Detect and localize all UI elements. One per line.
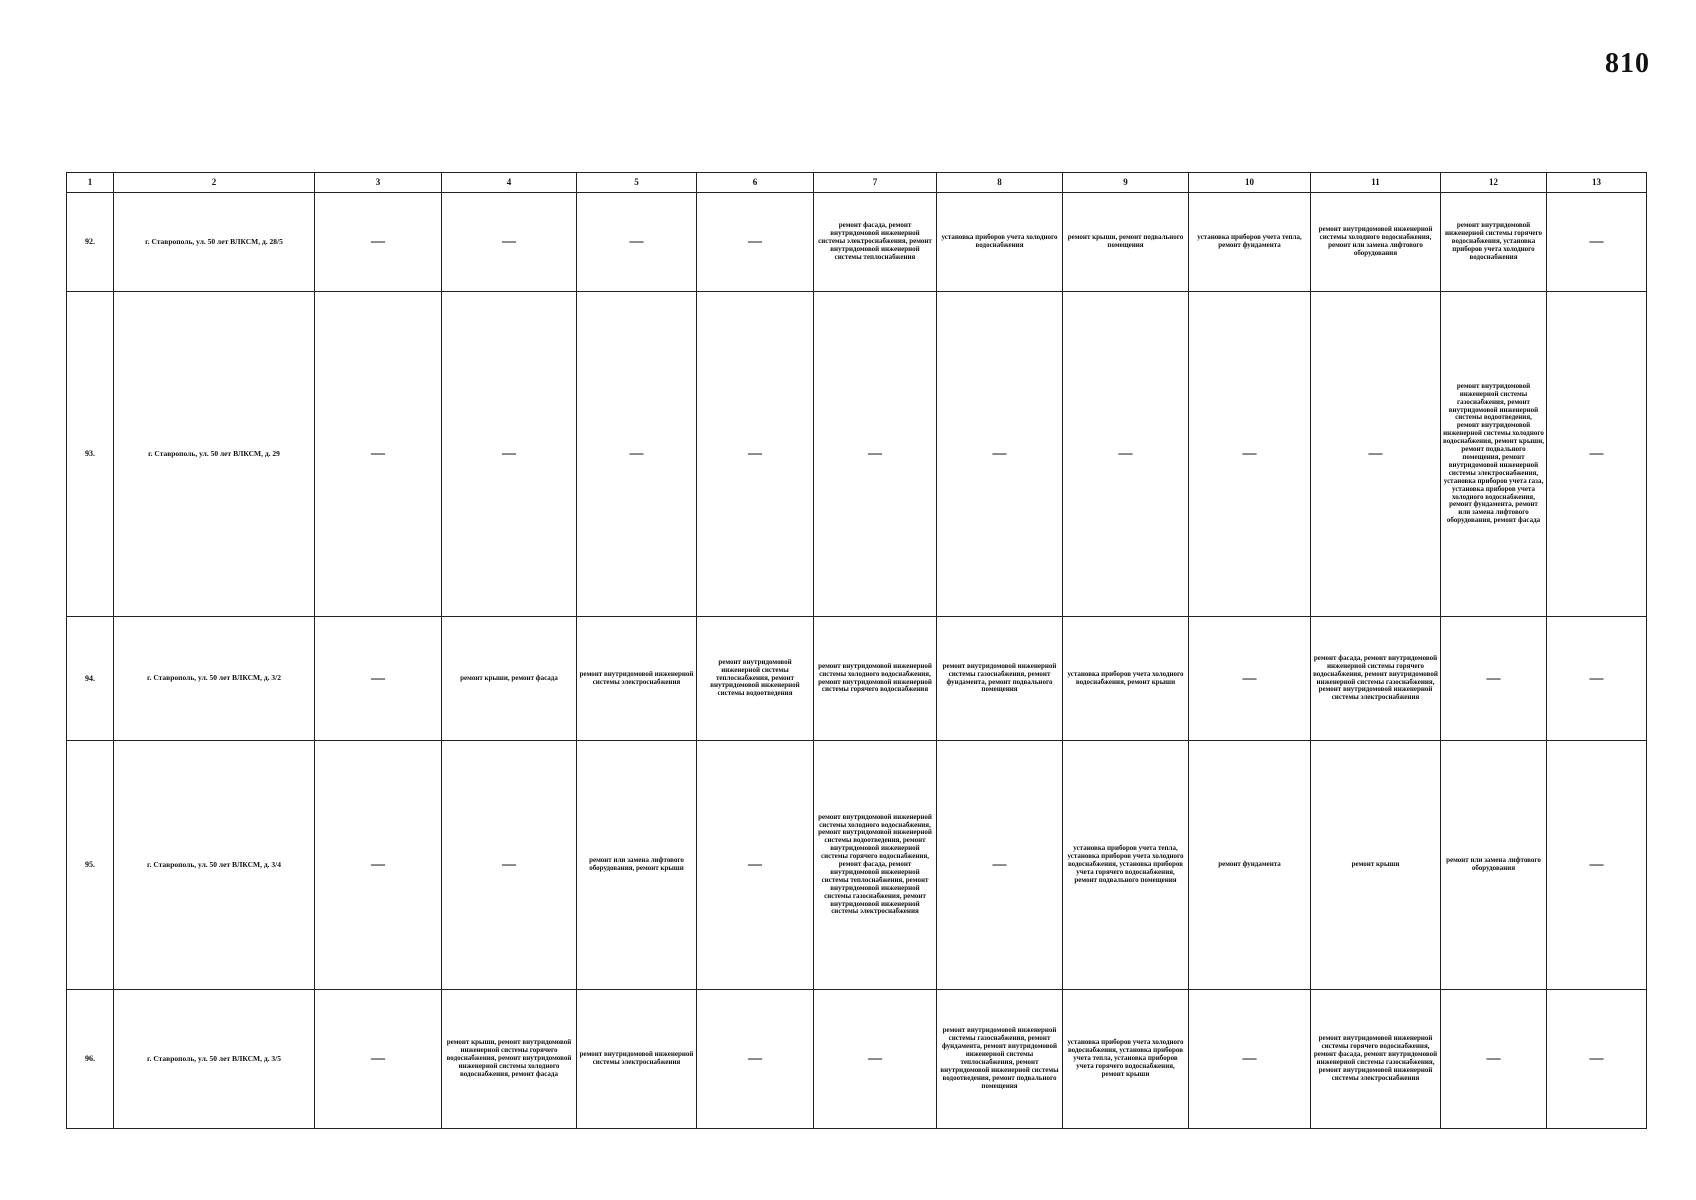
- work-cell: —: [315, 292, 442, 617]
- work-cell: —: [1547, 193, 1647, 292]
- work-cell: —: [1547, 292, 1647, 617]
- work-cell: ремонт внутридомовой инженерной системы электроснабжения: [577, 990, 697, 1129]
- work-cell: ремонт фасада, ремонт внутридомовой инженерной системы горячего водоснабжения, ремонт внутридомовой инженерной системы газоснабжения, ремонт внутридомовой инженерной системы электроснабжения: [1311, 617, 1441, 741]
- row-number: 94.: [67, 617, 114, 741]
- column-header: 2: [114, 173, 315, 193]
- work-cell: —: [1547, 990, 1647, 1129]
- column-header: 5: [577, 173, 697, 193]
- work-cell: —: [1441, 990, 1547, 1129]
- work-cell: —: [577, 292, 697, 617]
- column-header: 8: [937, 173, 1063, 193]
- column-header: 10: [1189, 173, 1311, 193]
- work-cell: —: [937, 741, 1063, 990]
- work-cell: —: [442, 741, 577, 990]
- work-cell: ремонт или замена лифтового оборудования, ремонт крыши: [577, 741, 697, 990]
- work-cell: —: [315, 990, 442, 1129]
- column-header: 12: [1441, 173, 1547, 193]
- work-cell: —: [315, 617, 442, 741]
- work-cell: —: [1189, 617, 1311, 741]
- work-cell: —: [315, 741, 442, 990]
- work-cell: ремонт внутридомовой инженерной системы горячего водоснабжения, ремонт фасада, ремонт внутридомовой инженерной системы газоснабжения, ремонт внутридомовой инженерной системы электроснабжения: [1311, 990, 1441, 1129]
- work-cell: ремонт внутридомовой инженерной системы газоснабжения, ремонт фундамента, ремонт подвального помещения: [937, 617, 1063, 741]
- column-header: 6: [697, 173, 814, 193]
- work-cell: —: [697, 292, 814, 617]
- row-number: 93.: [67, 292, 114, 617]
- work-cell: ремонт внутридомовой инженерной системы холодного водоснабжения, ремонт внутридомовой инженерной системы водоотведения, ремонт внутридомовой инженерной системы горячего водоснабжения, ремонт фасада, ремонт внутридомовой инженерной системы теплоснабжения, ремонт внутридомовой инженерной системы газоснабжения, ремонт внутридомовой инженерной системы электроснабжения: [814, 741, 937, 990]
- work-cell: ремонт или замена лифтового оборудования: [1441, 741, 1547, 990]
- work-cell: ремонт внутридомовой инженерной системы холодного водоснабжения, ремонт или замена лифтового оборудования: [1311, 193, 1441, 292]
- work-cell: —: [814, 990, 937, 1129]
- table-row: [67, 741, 1647, 990]
- work-cell: ремонт внутридомовой инженерной системы теплоснабжения, ремонт внутридомовой инженерной системы водоотведения: [697, 617, 814, 741]
- work-cell: ремонт фундамента: [1189, 741, 1311, 990]
- address-cell: г. Ставрополь, ул. 50 лет ВЛКСМ, д. 29: [114, 292, 315, 617]
- column-header: 11: [1311, 173, 1441, 193]
- work-cell: установка приборов учета холодного водоснабжения, ремонт крыши: [1063, 617, 1189, 741]
- work-cell: ремонт внутридомовой инженерной системы газоснабжения, ремонт фундамента, ремонт внутридомовой инженерной системы теплоснабжения, ремонт внутридомовой инженерной системы водоотведения, ремонт подвального помещения: [937, 990, 1063, 1129]
- work-cell: —: [1441, 617, 1547, 741]
- work-cell: ремонт крыши, ремонт внутридомовой инженерной системы горячего водоснабжения, ремонт внутридомовой инженерной системы холодного водоснабжения, ремонт фасада: [442, 990, 577, 1129]
- table-row: [67, 990, 1647, 1129]
- work-cell: ремонт крыши, ремонт фасада: [442, 617, 577, 741]
- work-cell: —: [814, 292, 937, 617]
- table-row: [67, 292, 1647, 617]
- work-cell: —: [697, 193, 814, 292]
- column-number-header-row: [67, 173, 1647, 193]
- work-cell: —: [442, 193, 577, 292]
- work-cell: ремонт крыши, ремонт подвального помещения: [1063, 193, 1189, 292]
- address-cell: г. Ставрополь, ул. 50 лет ВЛКСМ, д. 3/5: [114, 990, 315, 1129]
- row-number: 96.: [67, 990, 114, 1129]
- column-header: 1: [67, 173, 114, 193]
- work-cell: —: [1311, 292, 1441, 617]
- table-row: [67, 617, 1647, 741]
- address-cell: г. Ставрополь, ул. 50 лет ВЛКСМ, д. 28/5: [114, 193, 315, 292]
- work-cell: —: [1063, 292, 1189, 617]
- column-header: 4: [442, 173, 577, 193]
- page-number: 810: [1605, 48, 1650, 79]
- row-number: 92.: [67, 193, 114, 292]
- work-cell: —: [442, 292, 577, 617]
- work-cell: —: [1547, 741, 1647, 990]
- address-cell: г. Ставрополь, ул. 50 лет ВЛКСМ, д. 3/2: [114, 617, 315, 741]
- work-cell: —: [937, 292, 1063, 617]
- work-cell: установка приборов учета холодного водоснабжения, установка приборов учета тепла, установка приборов учета горячего водоснабжения, ремонт крыши: [1063, 990, 1189, 1129]
- column-header: 13: [1547, 173, 1647, 193]
- work-cell: —: [1189, 292, 1311, 617]
- work-cell: установка приборов учета холодного водоснабжения: [937, 193, 1063, 292]
- column-header: 3: [315, 173, 442, 193]
- work-cell: —: [697, 741, 814, 990]
- work-cell: установка приборов учета тепла, ремонт фундамента: [1189, 193, 1311, 292]
- table-row: [67, 193, 1647, 292]
- column-header: 9: [1063, 173, 1189, 193]
- work-cell: ремонт внутридомовой инженерной системы горячего водоснабжения, установка приборов учета холодного водоснабжения: [1441, 193, 1547, 292]
- work-cell: ремонт фасада, ремонт внутридомовой инженерной системы электроснабжения, ремонт внутридомовой инженерной системы теплоснабжения: [814, 193, 937, 292]
- address-cell: г. Ставрополь, ул. 50 лет ВЛКСМ, д. 3/4: [114, 741, 315, 990]
- work-cell: —: [577, 193, 697, 292]
- work-cell: —: [315, 193, 442, 292]
- work-cell: ремонт внутридомовой инженерной системы холодного водоснабжения, ремонт внутридомовой инженерной системы горячего водоснабжения: [814, 617, 937, 741]
- work-cell: —: [1547, 617, 1647, 741]
- column-header: 7: [814, 173, 937, 193]
- work-cell: ремонт внутридомовой инженерной системы газоснабжения, ремонт внутридомовой инженерной системы водоотведения, ремонт внутридомовой инженерной системы холодного водоснабжения, ремонт крыши, ремонт подвального помещения, ремонт внутридомовой инженерной системы электроснабжения, установка приборов учета газа, установка приборов учета холодного водоснабжения, ремонт фундамента, ремонт или замена лифтового оборудования, ремонт фасада: [1441, 292, 1547, 617]
- work-cell: установка приборов учета тепла, установка приборов учета холодного водоснабжения, установка приборов учета горячего водоснабжения, ремонт подвального помещения: [1063, 741, 1189, 990]
- work-cell: ремонт внутридомовой инженерной системы электроснабжения: [577, 617, 697, 741]
- work-cell: ремонт крыши: [1311, 741, 1441, 990]
- work-cell: —: [1189, 990, 1311, 1129]
- work-cell: —: [697, 990, 814, 1129]
- row-number: 95.: [67, 741, 114, 990]
- repair-schedule-table: [66, 172, 1647, 1129]
